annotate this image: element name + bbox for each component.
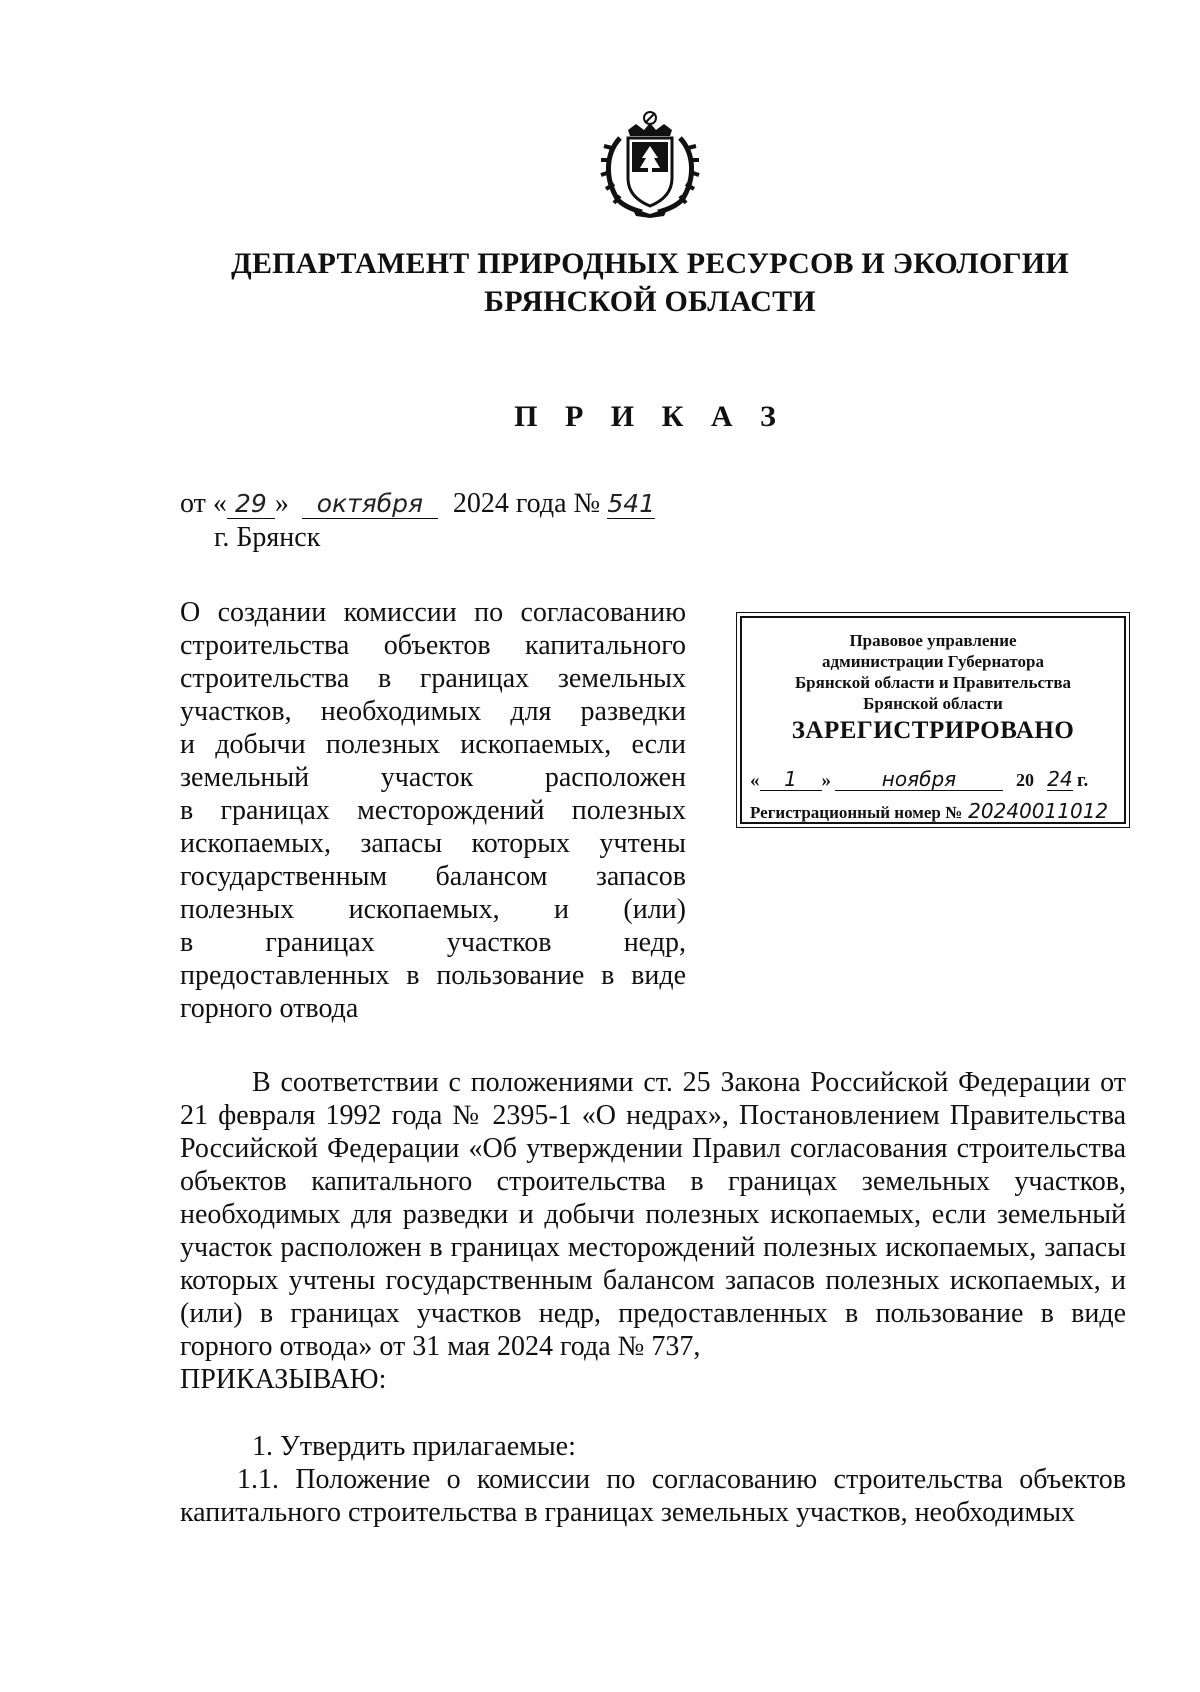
subject-line: земельный участок расположен [180, 762, 686, 793]
quote-open: « [212, 488, 227, 519]
order-subject [180, 596, 686, 1025]
order-city: г. Брянск [214, 522, 321, 553]
stamp-year-handwritten: 24 [1047, 767, 1073, 791]
department-line1: ДЕПАРТАМЕНТ ПРИРОДНЫХ РЕСУРСОВ И ЭКОЛОГИИ [231, 247, 1069, 280]
stamp-quote-open: « [750, 770, 760, 791]
subject-line: ископаемых, запасы которых учтены [180, 828, 686, 859]
stamp-line2: администрации Губернатора [822, 652, 1044, 671]
stamp-year-prefix: 20 [1016, 770, 1034, 790]
subject-line: полезных ископаемых, и (или) [180, 894, 686, 925]
subject-line: участков, необходимых для разведки [180, 696, 686, 727]
order-command-word: ПРИКАЗЫВАЮ: [180, 1364, 387, 1395]
subject-line: в границах месторождений полезных [180, 795, 686, 826]
stamp-registration-number [750, 800, 1120, 823]
order-from-label: от [180, 488, 206, 519]
registration-stamp [740, 616, 1126, 824]
order-body [180, 1066, 1126, 1529]
order-title: П Р И К А З [514, 400, 786, 433]
stamp-date-line [750, 768, 1120, 792]
item-1: 1. Утвердить прилагаемые: [252, 1431, 576, 1462]
stamp-reg-label: Регистрационный номер № [750, 803, 963, 822]
subject-line: и добычи полезных ископаемых, если [180, 729, 686, 760]
stamp-quote-close: » [821, 770, 831, 791]
stamp-registered: ЗАРЕГИСТРИРОВАНО [791, 717, 1075, 744]
subject-line: государственным балансом запасов [180, 861, 686, 892]
subject-line: предоставленных в пользование в виде [180, 960, 686, 991]
item-1-1: 1.1. Положение о комиссии по согласованию строительства объектов капитального строительства в границах земельных участков, необходимых [180, 1464, 1126, 1528]
subject-line: строительства в границах земельных [180, 663, 686, 694]
stamp-reg-number-handwritten: 20240011012 [968, 799, 1109, 823]
order-month-handwritten: октября [302, 490, 438, 519]
stamp-year-unit: г. [1077, 770, 1089, 791]
department-line2: БРЯНСКОЙ ОБЛАСТИ [484, 285, 816, 318]
order-date-line [180, 488, 655, 520]
preamble-paragraph: В соответствии с положениями ст. 25 Закона Российской Федерации от 21 февраля 1992 года № 2395-1 «О недрах», Постановлением Правительства Российской Федерации «Об утверждении Правил согласования строительства объектов капитального строительства в границах земельных участков, необходимых для разведки и добычи полезных ископаемых, если земельный участок расположен в границах месторождений полезных ископаемых, запасы которых учтены государственным балансом запасов полезных ископаемых, и (или) в границах участков недр, предоставленных в пользование в виде горного отвода» от 31 мая 2024 года № 737, [180, 1067, 1126, 1362]
order-number-handwritten: 541 [607, 489, 656, 518]
bryansk-coat-of-arms-icon [598, 108, 702, 220]
quote-close: » [274, 488, 289, 519]
stamp-day-handwritten: 1 [760, 768, 822, 791]
stamp-line3: Брянской области и Правительства [794, 673, 1072, 692]
subject-line: в границах участков недр, [180, 927, 686, 958]
stamp-line1: Правовое управление [849, 631, 1017, 650]
order-day-handwritten: 29 [227, 490, 275, 519]
department-name [150, 245, 1150, 321]
subject-line: горного отвода [180, 993, 359, 1024]
subject-line: О создании комиссии по согласованию [180, 597, 686, 628]
order-year-text: 2024 года № [452, 488, 601, 519]
subject-line: строительства объектов капитального [180, 630, 686, 661]
stamp-line4: Брянской области [863, 694, 1003, 713]
stamp-month-handwritten: ноября [835, 768, 1003, 791]
